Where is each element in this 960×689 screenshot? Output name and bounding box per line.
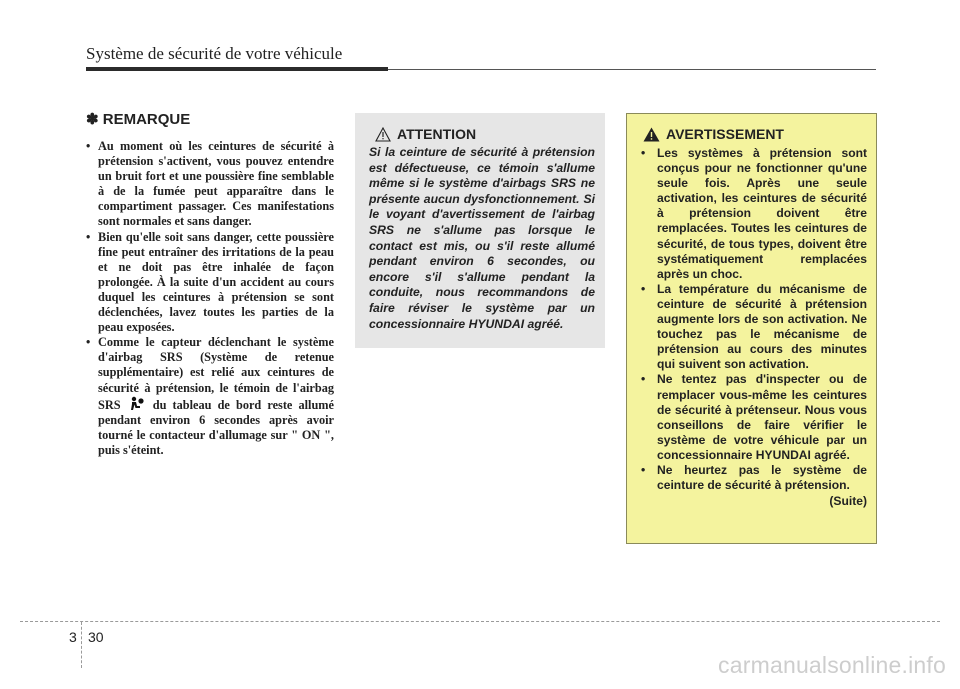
avertissement-item-text: Les systèmes à prétension sont conçus pour ne fonctionner qu'une seule fois. Après une seule activation, les ceintures de sécurité à prétension doivent être remplacées. Toutes les ceintures de sécurité, de tous types, doivent être systématiquement remplacées après un choc. xyxy=(657,146,867,281)
attention-heading xyxy=(369,123,595,145)
bullet: • xyxy=(641,372,646,387)
airbag-warning-icon xyxy=(129,396,145,412)
attention-box xyxy=(355,113,605,348)
avertissement-item-text: Ne tentez pas d'inspecter ou de remplacer vous-même les ceintures de sécurité à prétenseur. Nous vous conseillons de faire vérifier le système de votre véhicule par un concessionnaire HYUNDAI agréé. xyxy=(657,372,867,462)
remarque-item-text: Au moment où les ceintures de sécurité à prétension s'activent, vous pouvez entendre un bruit fort et une poussière fine semblable à de la fumée peut apparaître dans le compartiment passager. Ces manifestations sont normales et sans danger. xyxy=(98,139,334,229)
remarque-list xyxy=(86,139,334,458)
avertissement-heading xyxy=(637,124,867,144)
avertissement-item xyxy=(637,463,867,493)
attention-title: ATTENTION xyxy=(397,126,477,142)
avertissement-title: AVERTISSEMENT xyxy=(666,126,784,142)
remarque-section xyxy=(86,110,334,458)
chapter-number: 3 xyxy=(69,629,77,645)
page-header-title: Système de sécurité de votre véhicule xyxy=(86,44,343,63)
bullet: • xyxy=(86,229,91,244)
bullet: • xyxy=(641,281,646,296)
avertissement-item xyxy=(637,146,867,282)
avertissement-box xyxy=(626,113,877,544)
remarque-title: ✽ REMARQUE xyxy=(86,111,191,128)
page-number: 30 xyxy=(88,629,104,645)
remarque-item xyxy=(86,139,334,230)
footer-rule xyxy=(20,621,940,622)
avertissement-list xyxy=(637,146,867,493)
watermark: carmanualsonline.info xyxy=(718,652,946,678)
bullet: • xyxy=(86,139,91,153)
remarque-item-text: Bien qu'elle soit sans danger, cette poussière fine peut entraîner des irritations de la peau et ne doit pas être inhalée de façon prolongée. À la suite d'un accident au cours duquel les ceintures à prétension se sont déclenchées, lavez toutes les parties de la peau exposées. xyxy=(98,229,334,335)
remarque-item xyxy=(86,335,334,458)
bullet: • xyxy=(641,462,646,477)
header-rule-thin xyxy=(388,69,876,70)
suite-label: (Suite) xyxy=(829,494,867,509)
warning-triangle-icon xyxy=(643,127,660,142)
avertissement-item xyxy=(637,282,867,373)
bullet: • xyxy=(641,146,646,160)
remarque-item-text-cont: du tableau de bord reste allumé pendant environ 6 secondes après avoir tourné le contacteur d'allumage sur " ON ", puis s'éteint. xyxy=(98,397,335,457)
footer-divider xyxy=(81,622,82,668)
avertissement-item-text: La température du mécanisme de ceinture de sécurité à prétension augmente lors de son activation. Ne touchez pas le mécanisme de prétension au cours des minutes qui suivent son activation. xyxy=(657,281,867,372)
header-rule-thick xyxy=(86,67,388,71)
bullet: • xyxy=(86,335,91,350)
avertissement-item-text: Ne heurtez pas le système de ceinture de sécurité à prétension. xyxy=(657,462,867,493)
remarque-item-text: Comme le capteur déclenchant le système d'airbag SRS (Système de retenue supplémentaire) est relié aux ceintures de sécurité à prétension, le témoin de l'airbag SRS xyxy=(98,335,334,412)
caution-triangle-icon xyxy=(375,127,391,142)
attention-body: Si la ceinture de sécurité à prétension est défectueuse, ce témoin s'allume même si le système d'airbags SRS ne présente aucun dysfonctionnement. Si le voyant d'avertissement de l'airbag SRS ne s'allume pas lorsque le contact est mis, ou s'il reste allumé pendant environ 6 secondes, ou encore s'il s'allume pendant la conduite, nous recommandons de faire réviser le système par un concessionnaire HYUNDAI agréé. xyxy=(369,145,595,331)
remarque-item xyxy=(86,230,334,336)
avertissement-item xyxy=(637,372,867,463)
